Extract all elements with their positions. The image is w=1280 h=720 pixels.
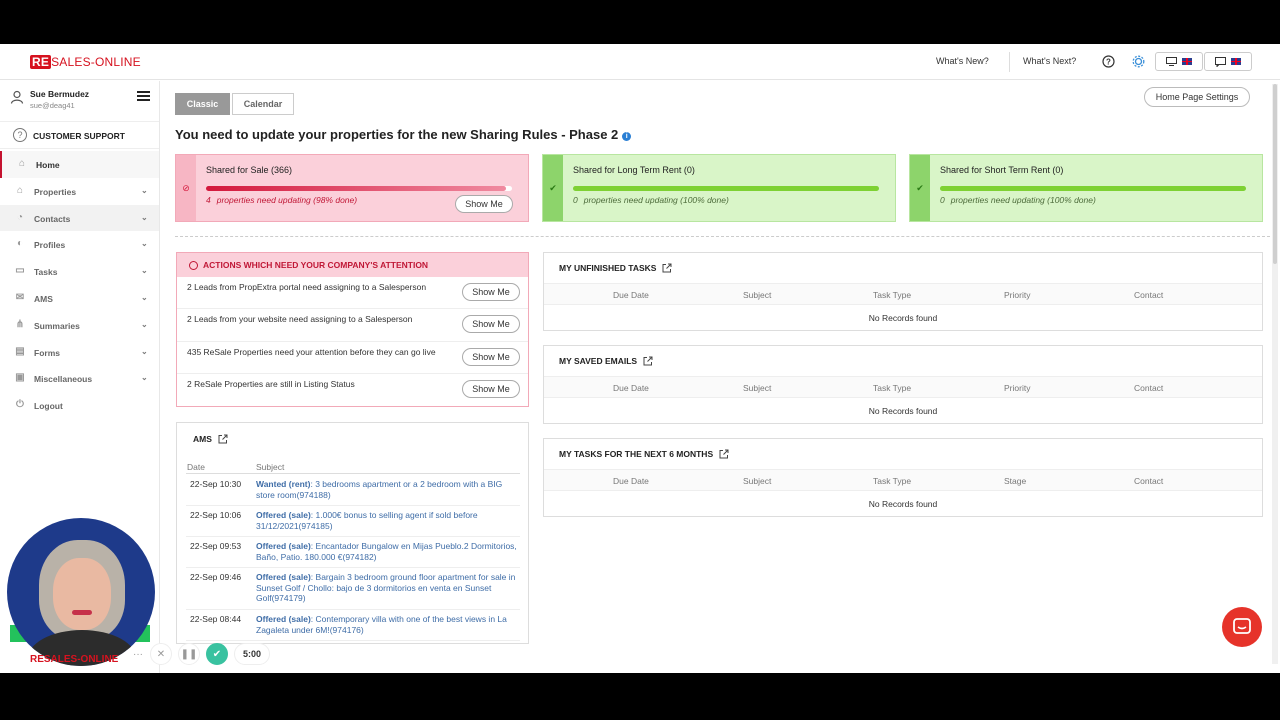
- sidebar-item-label: Home: [36, 160, 60, 170]
- ams-row[interactable]: [186, 475, 520, 506]
- browser-viewport: [0, 44, 1280, 673]
- card-title: Shared for Short Term Rent (0): [940, 165, 1064, 175]
- recorder-controls: [132, 642, 270, 666]
- ams-subject-link[interactable]: [256, 479, 518, 500]
- sidebar-item-label: Logout: [34, 401, 63, 412]
- card-title: Shared for Sale (366): [206, 165, 293, 175]
- show-me-button[interactable]: Show Me: [462, 283, 520, 301]
- panel-title-text: MY SAVED EMAILS: [559, 356, 638, 366]
- recorder-logo: RESALES-ONLINE: [30, 654, 119, 665]
- ams-date: 22-Sep 09:46: [190, 572, 242, 582]
- ams-panel: [176, 422, 529, 644]
- show-me-button[interactable]: Show Me: [462, 315, 520, 333]
- progress-fill: [206, 186, 506, 191]
- settings-icon[interactable]: [1130, 53, 1146, 69]
- app-logo[interactable]: [30, 55, 141, 69]
- tab-calendar[interactable]: Calendar: [232, 93, 294, 115]
- shared-long-term-card: [542, 154, 896, 222]
- ams-subject-link[interactable]: [256, 614, 518, 635]
- panel-title-text: MY TASKS FOR THE NEXT 6 MONTHS: [559, 449, 714, 459]
- prohibited-icon: [189, 261, 198, 270]
- power-icon: ⏻: [16, 399, 24, 411]
- user-handle: sue@deag41: [30, 101, 75, 110]
- display-language-selector[interactable]: [1155, 52, 1203, 71]
- ams-text: : Contemporary villa with one of the best views in La Zagaleta under 6M!(974176): [256, 614, 507, 635]
- recording-timer: 5:00: [234, 643, 270, 665]
- sidebar-item-profiles[interactable]: [0, 231, 159, 258]
- action-row: [177, 374, 528, 406]
- chevron-down-icon: ⌄: [141, 266, 148, 276]
- info-icon[interactable]: i: [622, 132, 631, 141]
- empty-state: No Records found: [868, 406, 938, 416]
- chevron-down-icon: ⌄: [141, 292, 148, 302]
- ams-type: Wanted (rent): [256, 479, 311, 489]
- card-note: [573, 195, 729, 205]
- chevron-down-icon: ⌄: [141, 239, 148, 249]
- forms-icon: ▤: [15, 345, 25, 357]
- note-text: properties need updating (98% done): [216, 195, 358, 205]
- column-header[interactable]: Subject: [743, 290, 772, 300]
- column-header[interactable]: Subject: [743, 383, 772, 393]
- ams-row[interactable]: [186, 537, 520, 568]
- show-me-button[interactable]: Show Me: [462, 380, 520, 398]
- count-value: 0: [940, 195, 945, 205]
- ams-type: Offered (sale): [256, 614, 311, 624]
- box-icon: ▣: [15, 372, 25, 384]
- sidebar-item-miscellaneous[interactable]: [0, 365, 159, 392]
- progress-bar: [573, 186, 879, 191]
- section-divider: [175, 236, 1275, 237]
- sidebar-item-tasks[interactable]: [0, 258, 159, 285]
- sidebar-item-label: Contacts: [34, 213, 71, 224]
- user-profile[interactable]: [10, 87, 155, 113]
- ams-date: 22-Sep 10:06: [190, 510, 242, 520]
- customer-support-label: CUSTOMER SUPPORT: [33, 131, 125, 141]
- home-page-settings-button[interactable]: Home Page Settings: [1144, 87, 1250, 107]
- external-link-icon[interactable]: [643, 356, 653, 366]
- sidebar-item-properties[interactable]: [0, 178, 159, 205]
- column-header[interactable]: Task Type: [873, 383, 912, 393]
- scrollbar[interactable]: [1272, 84, 1278, 664]
- show-me-button[interactable]: Show Me: [462, 348, 520, 366]
- sidebar-item-label: Profiles: [34, 240, 66, 251]
- action-list: [177, 277, 528, 406]
- card-note: [206, 195, 357, 205]
- column-header[interactable]: Stage: [1004, 476, 1027, 486]
- chevron-down-icon: ⌄: [141, 185, 148, 195]
- action-text: 435 ReSale Properties need your attention before they can go live: [187, 346, 436, 357]
- progress-bar: [940, 186, 1246, 191]
- check-icon: ✔: [543, 155, 563, 221]
- ams-type: Offered (sale): [256, 541, 311, 551]
- summaries-icon: ⋔: [15, 318, 25, 330]
- ams-row[interactable]: [186, 568, 520, 610]
- progress-fill: [573, 186, 879, 191]
- chevron-down-icon: ⌄: [141, 319, 148, 329]
- pause-recording-button[interactable]: ❚❚: [178, 643, 200, 665]
- action-text: 2 ReSale Properties are still in Listing Status: [187, 378, 355, 389]
- uk-flag-icon: [1231, 58, 1241, 65]
- page-title: [175, 127, 631, 142]
- count-value: 4: [206, 195, 211, 205]
- column-header[interactable]: Task Type: [873, 290, 912, 300]
- customer-support-link[interactable]: [0, 121, 159, 149]
- uk-flag-icon: [1182, 58, 1192, 65]
- logo-text: SALES-ONLINE: [51, 55, 141, 69]
- column-header[interactable]: Contact: [1134, 476, 1164, 486]
- sidebar-item-home[interactable]: [0, 151, 159, 178]
- chevron-down-icon: ⌄: [141, 373, 148, 383]
- ams-subject-link[interactable]: [256, 572, 518, 604]
- chat-language-selector[interactable]: [1204, 52, 1252, 71]
- page-title-text: You need to update your properties for the new Sharing Rules - Phase 2: [175, 127, 619, 142]
- external-link-icon[interactable]: [719, 449, 729, 459]
- ams-row[interactable]: [186, 610, 520, 641]
- tasks-next-6-months-panel: [543, 438, 1263, 517]
- actions-panel: [176, 252, 529, 407]
- properties-icon: ⌂: [16, 184, 24, 196]
- column-header[interactable]: Subject: [743, 476, 772, 486]
- sidebar-item-contacts[interactable]: [0, 205, 159, 232]
- chat-widget-button[interactable]: [1222, 607, 1262, 647]
- ams-title-text: AMS: [193, 434, 212, 444]
- action-text: 2 Leads from PropExtra portal need assigning to a Salesperson: [187, 282, 427, 292]
- whats-next-link[interactable]: What's Next?: [1023, 56, 1077, 66]
- top-bar: [0, 44, 1280, 80]
- sidebar-item-summaries[interactable]: [0, 312, 159, 339]
- shared-for-sale-card: [175, 154, 529, 222]
- ams-text: : 1.000€ bonus to selling agent if sold before 31/12/2021(974185): [256, 510, 478, 531]
- user-name: Sue Bermudez: [30, 89, 90, 99]
- progress-fill: [940, 186, 1246, 191]
- contacts-icon: ◔: [16, 211, 24, 223]
- card-title: Shared for Long Term Rent (0): [573, 165, 695, 175]
- svg-text:?: ?: [1105, 57, 1111, 66]
- chevron-down-icon: ⌄: [141, 212, 148, 222]
- unfinished-tasks-panel: [543, 252, 1263, 331]
- tab-classic[interactable]: Classic: [175, 93, 230, 115]
- empty-state: No Records found: [868, 499, 938, 509]
- cancel-recording-button[interactable]: ✕: [150, 643, 172, 665]
- ams-type: Offered (sale): [256, 510, 311, 520]
- sidebar-item-label: AMS: [34, 293, 53, 304]
- col-subject[interactable]: Subject: [256, 462, 285, 472]
- ams-subject-link[interactable]: [256, 541, 518, 562]
- sidebar-item-label: Summaries: [34, 320, 80, 331]
- ams-text: : Bargain 3 bedroom ground floor apartment for sale in Sunset Golf / Chollo: bajo de 3 dormitorios en venta en Sunset Golf(974179): [256, 572, 516, 603]
- external-link-icon[interactable]: [218, 434, 228, 444]
- panel-title[interactable]: [559, 449, 729, 459]
- chevron-down-icon: ⌄: [141, 346, 148, 356]
- column-header[interactable]: Priority: [1004, 290, 1031, 300]
- whats-new-link[interactable]: What's New?: [936, 56, 989, 66]
- check-icon: ✔: [910, 155, 930, 221]
- home-icon: ⌂: [18, 158, 26, 169]
- column-header[interactable]: Contact: [1134, 290, 1164, 300]
- show-me-button[interactable]: Show Me: [455, 195, 513, 213]
- ams-text: : 3 bedrooms apartment or a 2 bedroom with a BIG store room(974188): [256, 479, 503, 500]
- sidebar-item-label: Tasks: [34, 267, 58, 278]
- column-header[interactable]: Due Date: [613, 476, 649, 486]
- sidebar-item-label: Miscellaneous: [34, 374, 93, 385]
- saved-emails-panel: [543, 345, 1263, 424]
- action-row: [177, 277, 528, 309]
- column-header[interactable]: Contact: [1134, 383, 1164, 393]
- tasks-icon: ▭: [15, 265, 25, 277]
- help-icon[interactable]: [1100, 53, 1116, 69]
- column-header[interactable]: Priority: [1004, 383, 1031, 393]
- column-header[interactable]: Due Date: [613, 383, 649, 393]
- chat-icon: [1215, 57, 1226, 67]
- column-header[interactable]: Task Type: [873, 476, 912, 486]
- sidebar-item-forms[interactable]: [0, 339, 159, 366]
- ams-date: 22-Sep 08:44: [190, 614, 242, 624]
- ams-subject-link[interactable]: [256, 510, 518, 531]
- sidebar-item-label: Forms: [34, 347, 60, 358]
- scrollbar-thumb[interactable]: [1273, 84, 1277, 264]
- help-circle-icon: ?: [13, 128, 27, 142]
- note-text: properties need updating (100% done): [950, 195, 1096, 205]
- user-icon: [10, 90, 24, 104]
- ams-date: 22-Sep 10:30: [190, 479, 242, 489]
- action-row: [177, 309, 528, 341]
- warning-icon: ⊘: [176, 155, 196, 221]
- hamburger-menu-icon[interactable]: [137, 91, 150, 101]
- progress-bar: [206, 186, 512, 191]
- col-date[interactable]: Date: [187, 462, 205, 472]
- action-row: [177, 342, 528, 374]
- card-note: [940, 195, 1096, 205]
- ams-title[interactable]: [193, 434, 228, 444]
- ams-text: : Encantador Bungalow en Mijas Pueblo.2 Dormitorios, Baño, Patio. 180.000 €(974182): [256, 541, 517, 562]
- ams-type: Offered (sale): [256, 572, 311, 582]
- sidebar-item-logout[interactable]: [0, 392, 159, 419]
- shared-short-term-card: [909, 154, 1263, 222]
- empty-state: No Records found: [868, 313, 938, 323]
- ams-date: 22-Sep 09:53: [190, 541, 242, 551]
- finish-recording-button[interactable]: ✔: [206, 643, 228, 665]
- column-header[interactable]: Due Date: [613, 290, 649, 300]
- profiles-icon: ◐: [16, 238, 24, 250]
- chat-bubble-icon: [1232, 617, 1252, 637]
- monitor-icon: [1166, 57, 1177, 66]
- action-text: 2 Leads from your website need assigning to a Salesperson: [187, 314, 413, 325]
- sidebar-item-label: Properties: [34, 186, 77, 197]
- mail-icon: ✉: [15, 291, 25, 303]
- external-link-icon[interactable]: [662, 263, 672, 273]
- sidebar-menu: [0, 151, 159, 419]
- panel-title-text: MY UNFINISHED TASKS: [559, 263, 657, 273]
- main-content: [161, 81, 1280, 673]
- actions-header: [177, 253, 528, 277]
- actions-title: ACTIONS WHICH NEED YOUR COMPANY'S ATTENTION: [203, 260, 429, 270]
- divider: [1009, 52, 1010, 72]
- panel-title[interactable]: [559, 356, 653, 366]
- logo-re: RE: [32, 55, 50, 69]
- sidebar-item-ams[interactable]: [0, 285, 159, 312]
- note-text: properties need updating (100% done): [583, 195, 729, 205]
- more-options-icon[interactable]: ···: [133, 648, 143, 660]
- panel-title[interactable]: [559, 263, 672, 273]
- count-value: 0: [573, 195, 578, 205]
- header-divider: [186, 473, 520, 474]
- ams-row[interactable]: [186, 506, 520, 537]
